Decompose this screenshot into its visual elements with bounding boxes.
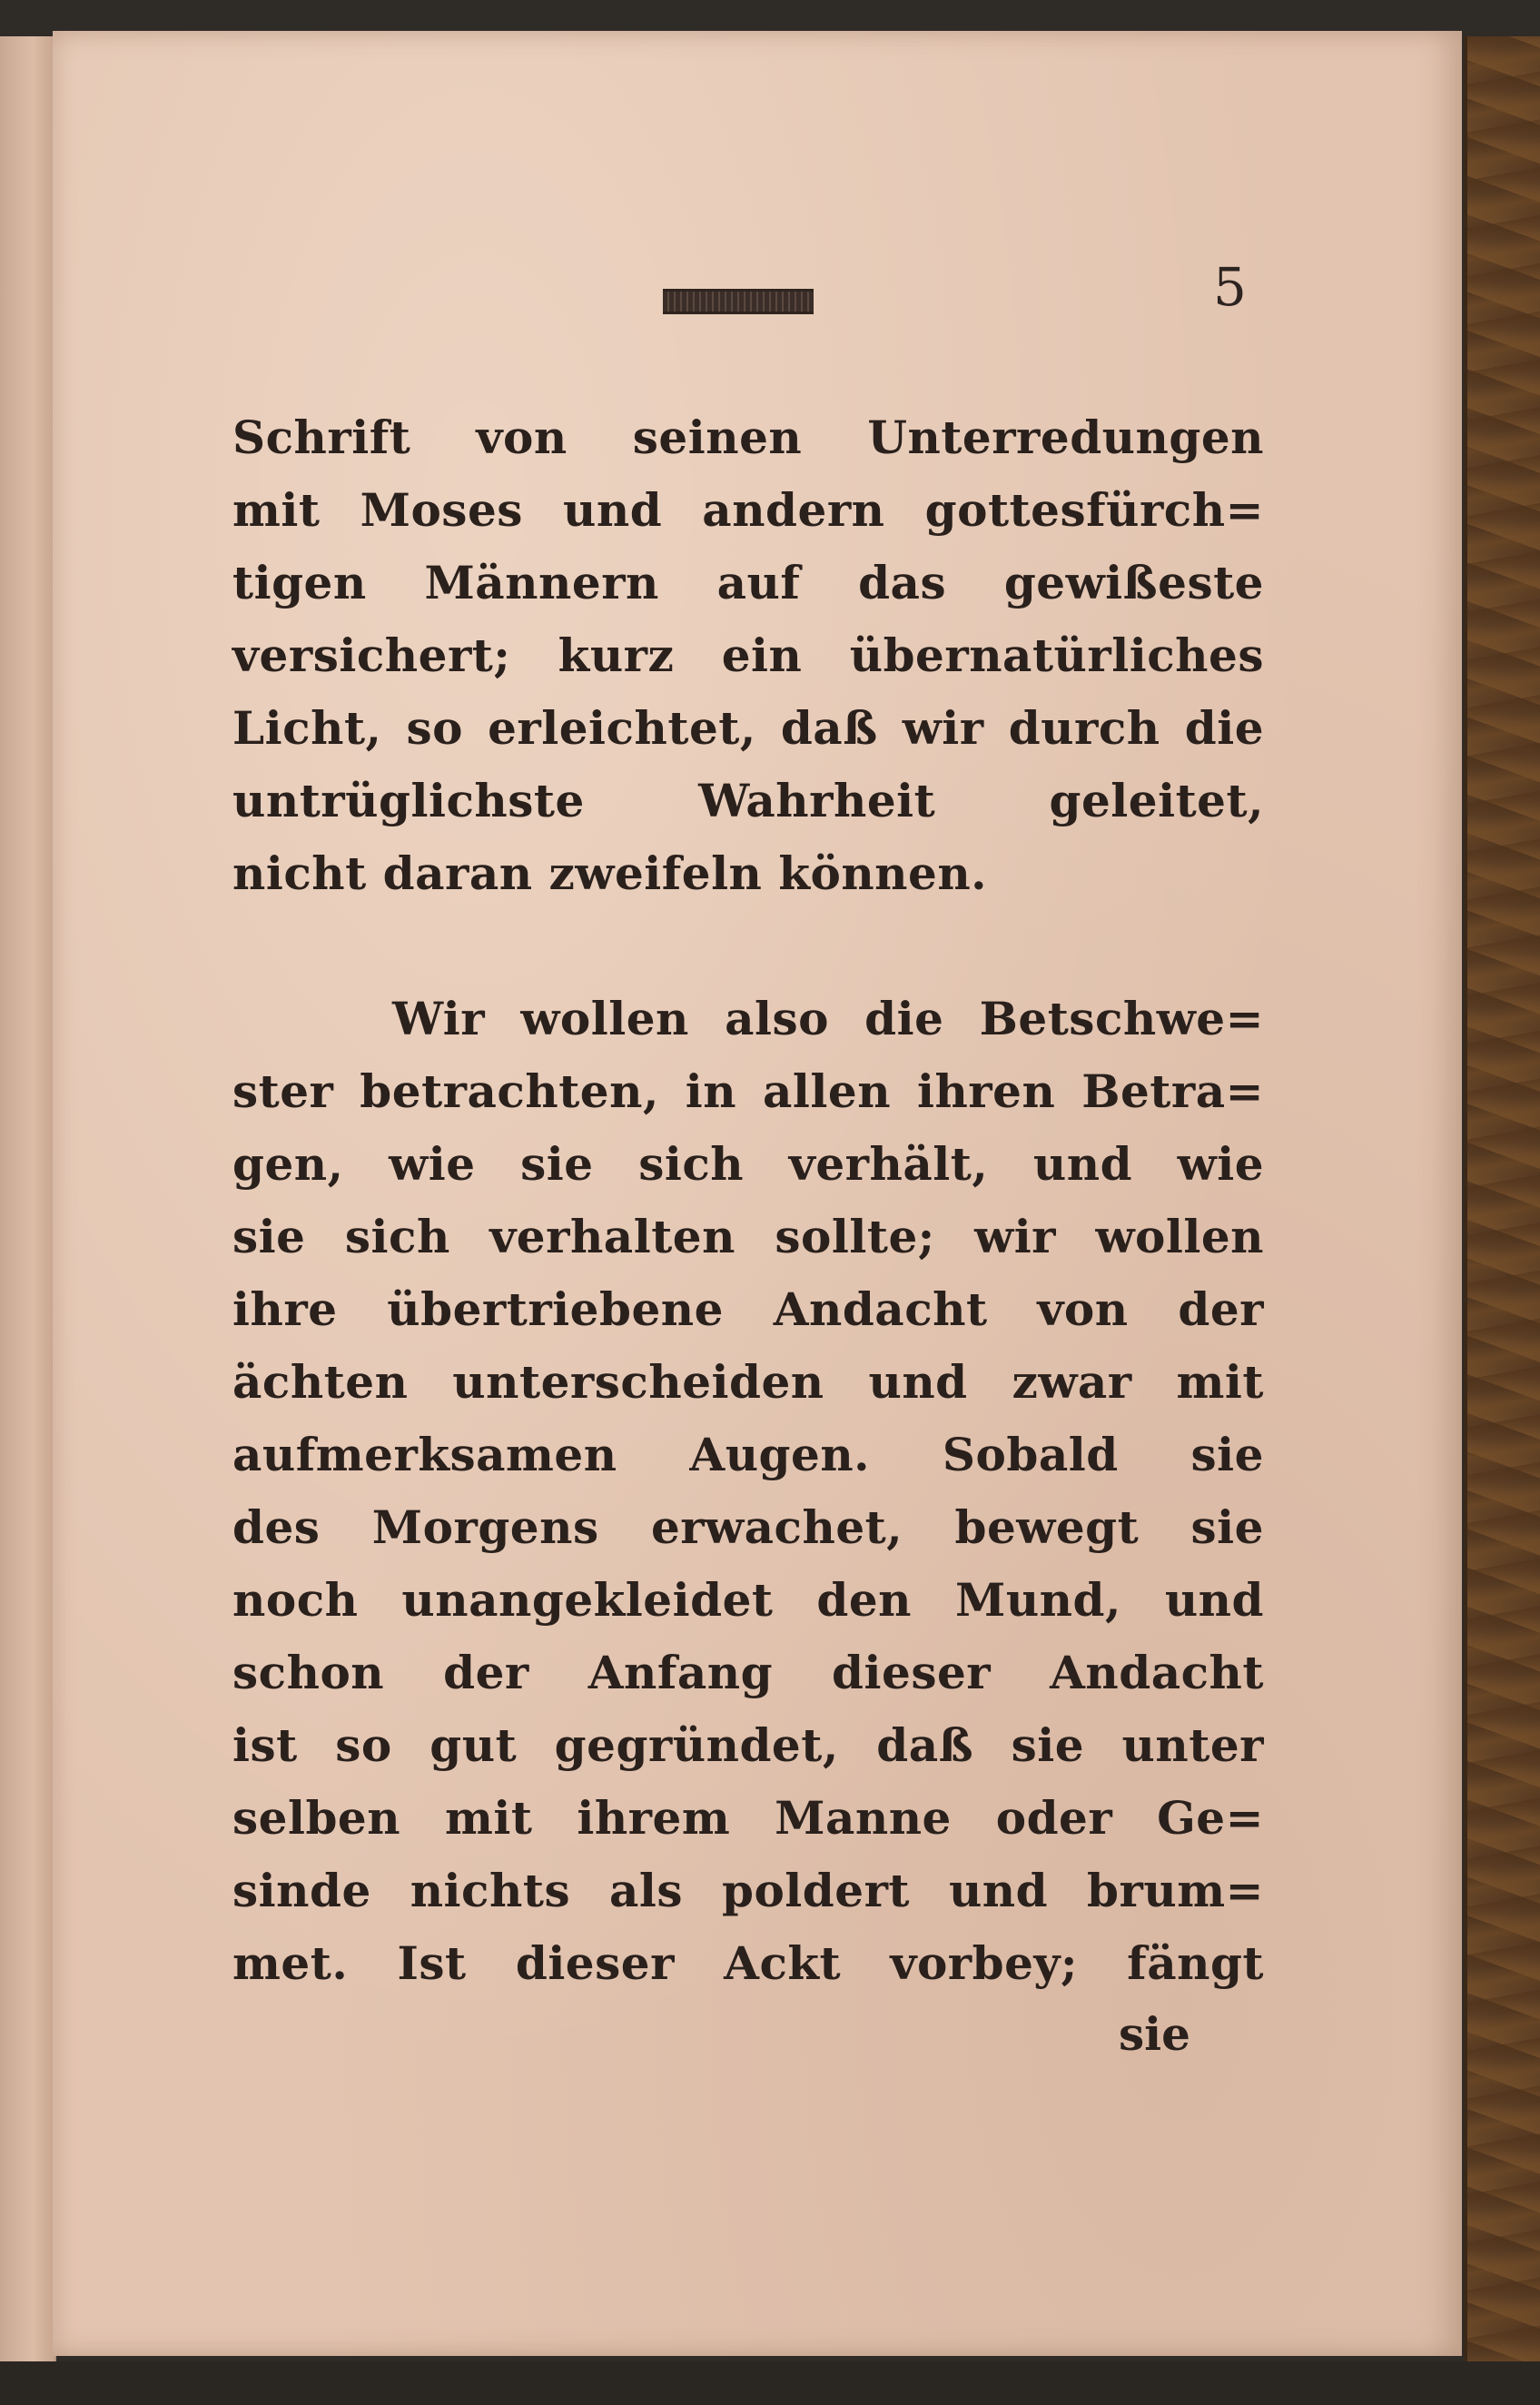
catchword: sie — [1119, 2007, 1190, 2061]
paragraph-1 — [232, 401, 1264, 910]
previous-page-edge — [0, 36, 56, 2361]
text-line: ist so gut gegründet, daß sie unter — [232, 1718, 1264, 1772]
marbled-book-cover — [1464, 36, 1540, 2380]
paragraph-2 — [232, 983, 1264, 2000]
text-line: ster betrachten, in allen ihren Betra= — [232, 1064, 1264, 1118]
text-line: ihre übertriebene Andacht von der — [232, 1282, 1264, 1336]
text-line: selben mit ihrem Manne oder Ge= — [232, 1791, 1264, 1845]
text-line: aufmerksamen Augen. Sobald sie — [232, 1428, 1264, 1481]
text-line: sie sich verhalten sollte; wir wollen — [232, 1210, 1264, 1263]
text-line: untrüglichste Wahrheit geleitet, — [232, 774, 1264, 827]
text-line: Licht, so erleichtet, daß wir durch die — [232, 701, 1264, 755]
text-line: des Morgens erwachet, bewegt sie — [232, 1500, 1264, 1554]
page-number: 5 — [1213, 256, 1247, 318]
text-line: nicht daran zweifeln können. — [232, 846, 988, 900]
scan-bottom-background — [0, 2361, 1540, 2405]
text-line: noch unangekleidet den Mund, und — [232, 1573, 1264, 1627]
text-line: versichert; kurz ein übernatürliches — [232, 628, 1264, 682]
text-line: schon der Anfang dieser Andacht — [232, 1646, 1264, 1699]
text-line: mit Moses und andern gottesfürch= — [232, 483, 1264, 537]
text-line: gen, wie sie sich verhält, und wie — [232, 1137, 1264, 1191]
header-ornament-rule — [663, 289, 814, 314]
text-line: met. Ist dieser Ackt vorbey; fängt — [232, 1936, 1264, 1990]
text-line: Schrift von seinen Unterredungen — [232, 411, 1264, 464]
text-line: Wir wollen also die Betschwe= — [392, 992, 1264, 1045]
text-line: tigen Männern auf das gewißeste — [232, 556, 1264, 609]
text-line: ächten unterscheiden und zwar mit — [232, 1355, 1264, 1409]
text-line: sinde nichts als poldert und brum= — [232, 1864, 1264, 1917]
